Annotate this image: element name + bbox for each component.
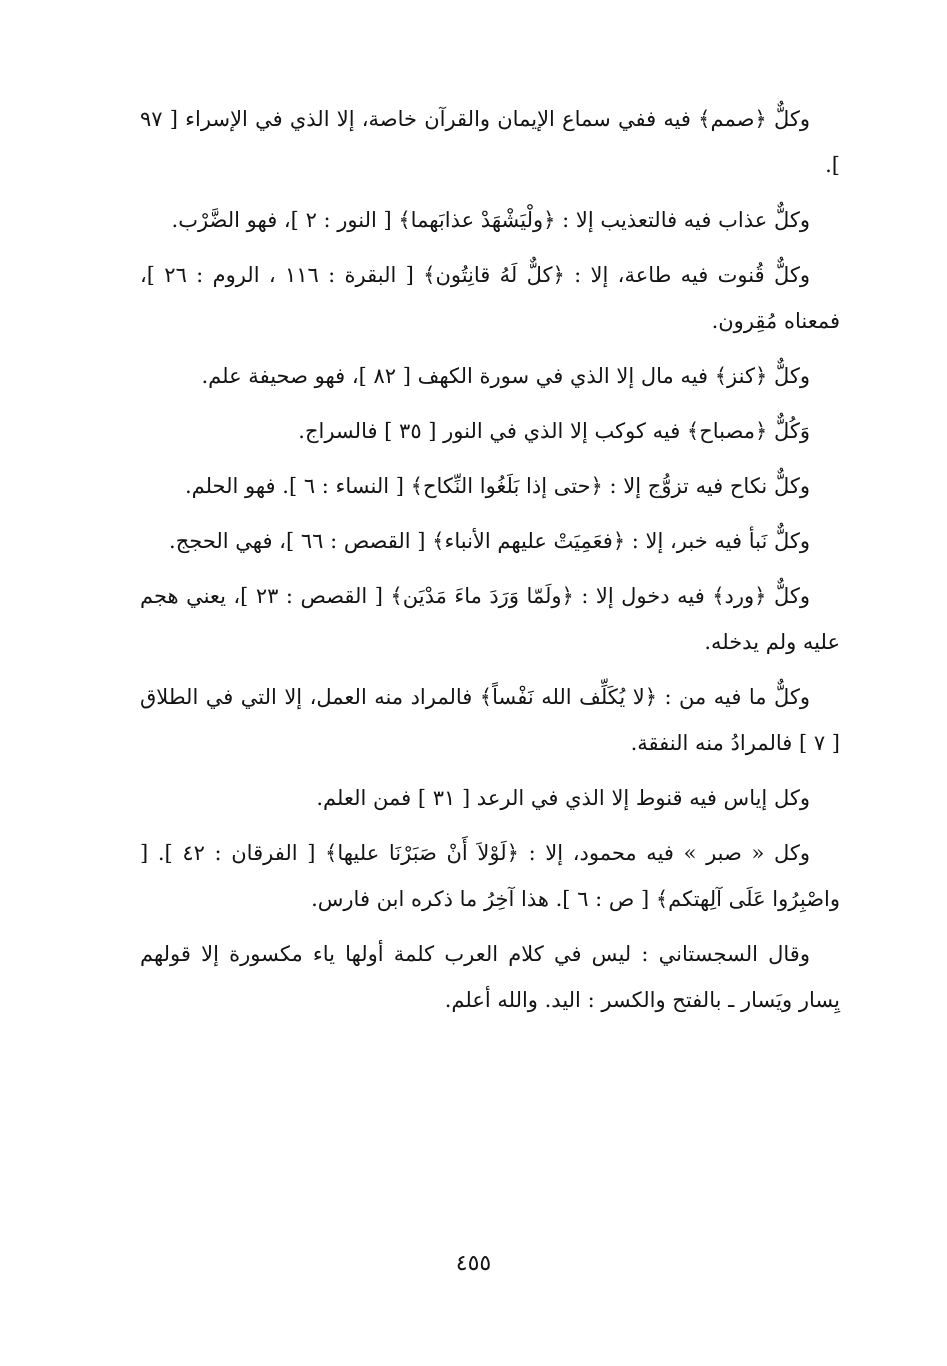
paragraph-kanz: وكلٌّ ﴿كنز﴾ فيه مال إلا الذي في سورة الكهف [ ٨٢ ]، فهو صحيفة علم.: [201, 364, 810, 388]
paragraph-nikah: وكلٌّ نكاح فيه تزوُّج إلا : ﴿حتى إذا بَلَغُوا النِّكاح﴾ [ النساء : ٦ ]. فهو الحلم.: [184, 474, 810, 498]
paragraph-samam: وكلٌّ ﴿صمم﴾ فيه ففي سماع الإيمان والقرآن خاصة، إلا الذي في الإسراء [ ٩٧ ].: [140, 107, 840, 177]
paragraph-adhab: وكلٌّ عذاب فيه فالتعذيب إلا : ﴿ولْيَشْهَدْ عذابَهما﴾ [ النور : ٢ ]، فهو الضَّرْب.: [171, 208, 810, 232]
text-body: [140, 96, 840, 1032]
paragraph-iyas: وكل إياس فيه قنوط إلا الذي في الرعد [ ٣١ ] فمن العلم.: [316, 786, 810, 810]
paragraph-ward: وكلٌّ ﴿ورد﴾ فيه دخول إلا : ﴿ولَمّا وَرَدَ ماءَ مَدْيَن﴾ [ القصص : ٢٣ ]، يعني هجم عليه ولم يدخله.: [140, 584, 840, 654]
paragraph-sabr: وكل « صبر » فيه محمود، إلا : ﴿لَوْلاَ أَنْ صَبَرْنَا عليها﴾ [ الفرقان : ٤٢ ]. [ واصْبِرُوا عَلَى آلِهتكم﴾ [ ص : ٦ ]. هذا آخِرُ ما ذكره ابن فارس.: [140, 841, 840, 911]
paragraph-naba: وكلٌّ نَبأ فيه خبر، إلا : ﴿فعَمِيَتْ عليهم الأنباء﴾ [ القصص : ٦٦ ]، فهي الحجج.: [169, 529, 810, 553]
paragraph-nafs: وكلٌّ ما فيه من : ﴿لا يُكَلِّف الله نَفْساً﴾ فالمراد منه العمل، إلا التي في الطلاق [ ٧ ] فالمرادُ منه النفقة.: [140, 685, 840, 755]
paragraph-misbah: وَكُلٌّ ﴿مصباح﴾ فيه كوكب إلا الذي في النور [ ٣٥ ] فالسراج.: [298, 419, 810, 443]
page-number: ٤٥٥: [455, 1251, 492, 1276]
paragraph-qunut: وكلٌّ قُنوت فيه طاعة، إلا : ﴿كلٌّ لَهُ قانِتُون﴾ [ البقرة : ١١٦ ، الروم : ٢٦ ]، فمعناه مُقِرون.: [140, 263, 840, 333]
paragraph-sijistani: وقال السجستاني : ليس في كلام العرب كلمة أولها ياء مكسورة إلا قولهم يِسار ويَسار ـ بالفتح والكسر : اليد. والله أعلم.: [140, 942, 840, 1012]
